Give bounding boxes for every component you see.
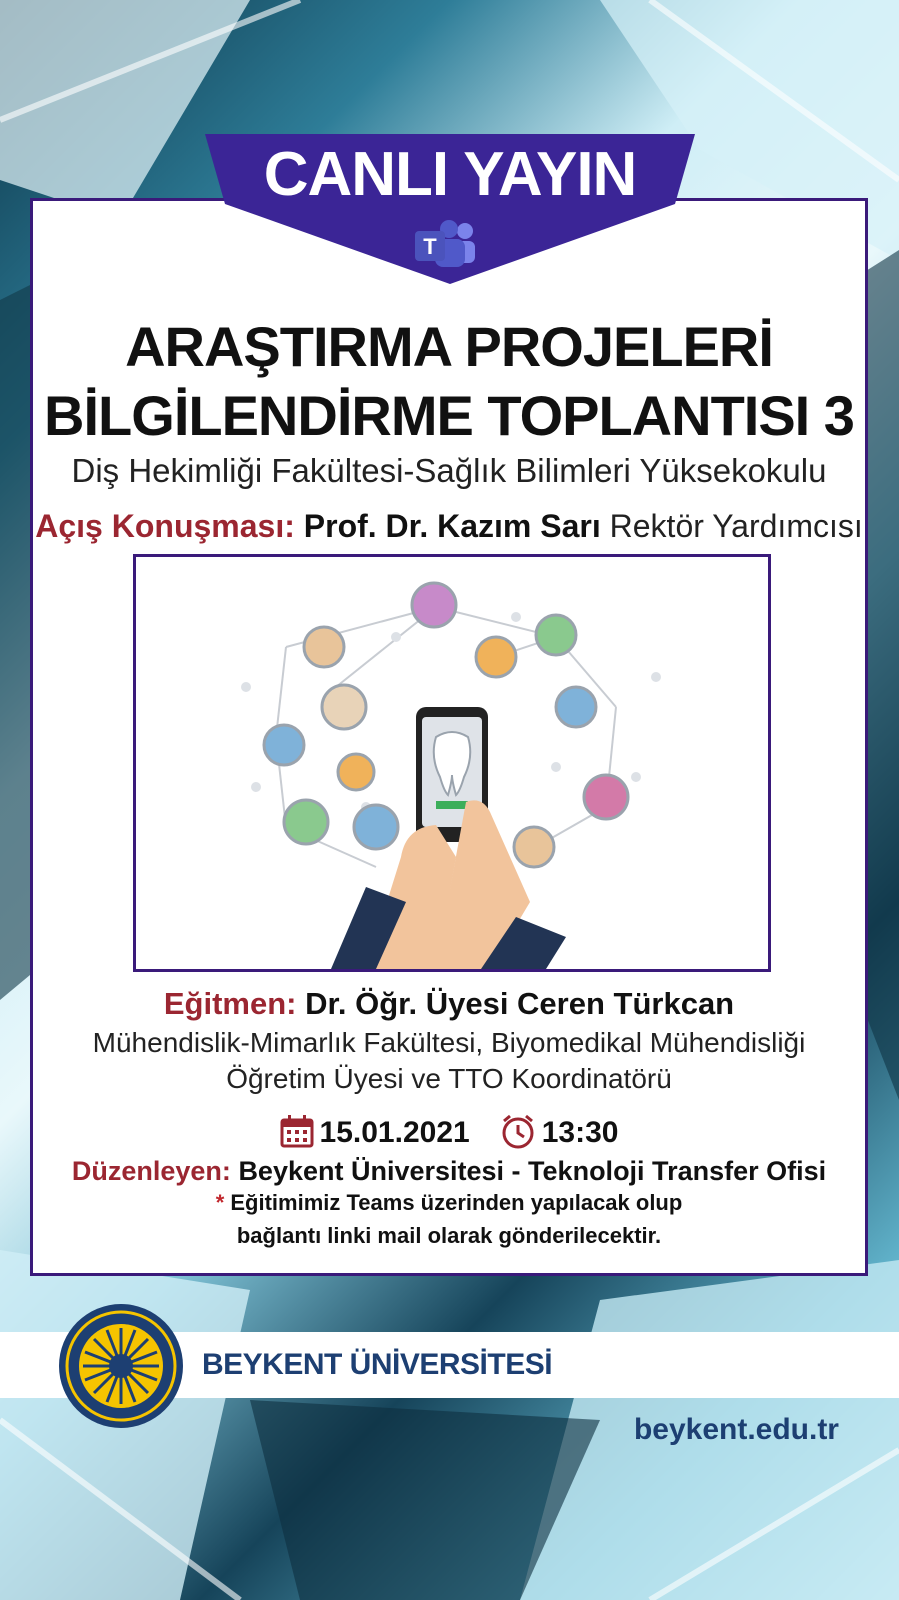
clock-icon xyxy=(500,1113,536,1149)
organizer-line xyxy=(30,1153,868,1189)
university-logo xyxy=(57,1302,185,1430)
note-text-line1: Eğitimimiz Teams üzerinden yapılacak olup xyxy=(230,1190,683,1215)
website-link[interactable]: beykent.edu.tr xyxy=(633,1413,839,1446)
calendar-icon xyxy=(280,1114,314,1148)
event-date: 15.01.2021 xyxy=(319,1116,470,1149)
trainer-line xyxy=(30,985,868,1023)
dental-illustration xyxy=(133,554,771,972)
note-line2: bağlantı linki mail olarak gönderilecektir. xyxy=(236,1223,662,1248)
banner-title: CANLI YAYIN xyxy=(263,140,637,209)
event-title-line1: ARAŞTIRMA PROJELERİ xyxy=(125,315,773,378)
trainer-label: Eğitmen: xyxy=(163,986,297,1021)
organizer-name: Beykent Üniversitesi - Teknoloji Transfer Ofisi xyxy=(238,1156,827,1186)
organizer-label: Düzenleyen: xyxy=(71,1156,231,1186)
note-line1 xyxy=(30,1188,868,1218)
trainer-dept-line1: Mühendislik-Mimarlık Fakültesi, Biyomedikal Mühendisliği xyxy=(92,1027,806,1058)
trainer-dept-line2: Öğretim Üyesi ve TTO Koordinatörü xyxy=(226,1063,672,1094)
university-name: BEYKENT ÜNİVERSİTESİ xyxy=(202,1348,553,1381)
event-title-line2: BİLGİLENDİRME TOPLANTISI 3 xyxy=(44,384,854,447)
trainer-name: Dr. Öğr. Üyesi Ceren Türkcan xyxy=(305,986,735,1021)
event-time: 13:30 xyxy=(541,1116,619,1149)
opening-role: Rektör Yardımcısı xyxy=(609,508,863,544)
dental-network-graphic xyxy=(136,557,768,969)
svg-text:T: T xyxy=(423,234,437,259)
faculty-line: Diş Hekimliği Fakültesi-Sağlık Bilimleri Yüksekokulu xyxy=(71,452,827,489)
opening-speaker: Prof. Dr. Kazım Sarı xyxy=(303,508,601,544)
opening-label: Açış Konuşması: xyxy=(35,508,295,544)
note-star: * xyxy=(215,1190,225,1215)
schedule xyxy=(30,1112,868,1154)
opening-speech xyxy=(30,506,868,546)
teams-icon xyxy=(413,219,477,269)
